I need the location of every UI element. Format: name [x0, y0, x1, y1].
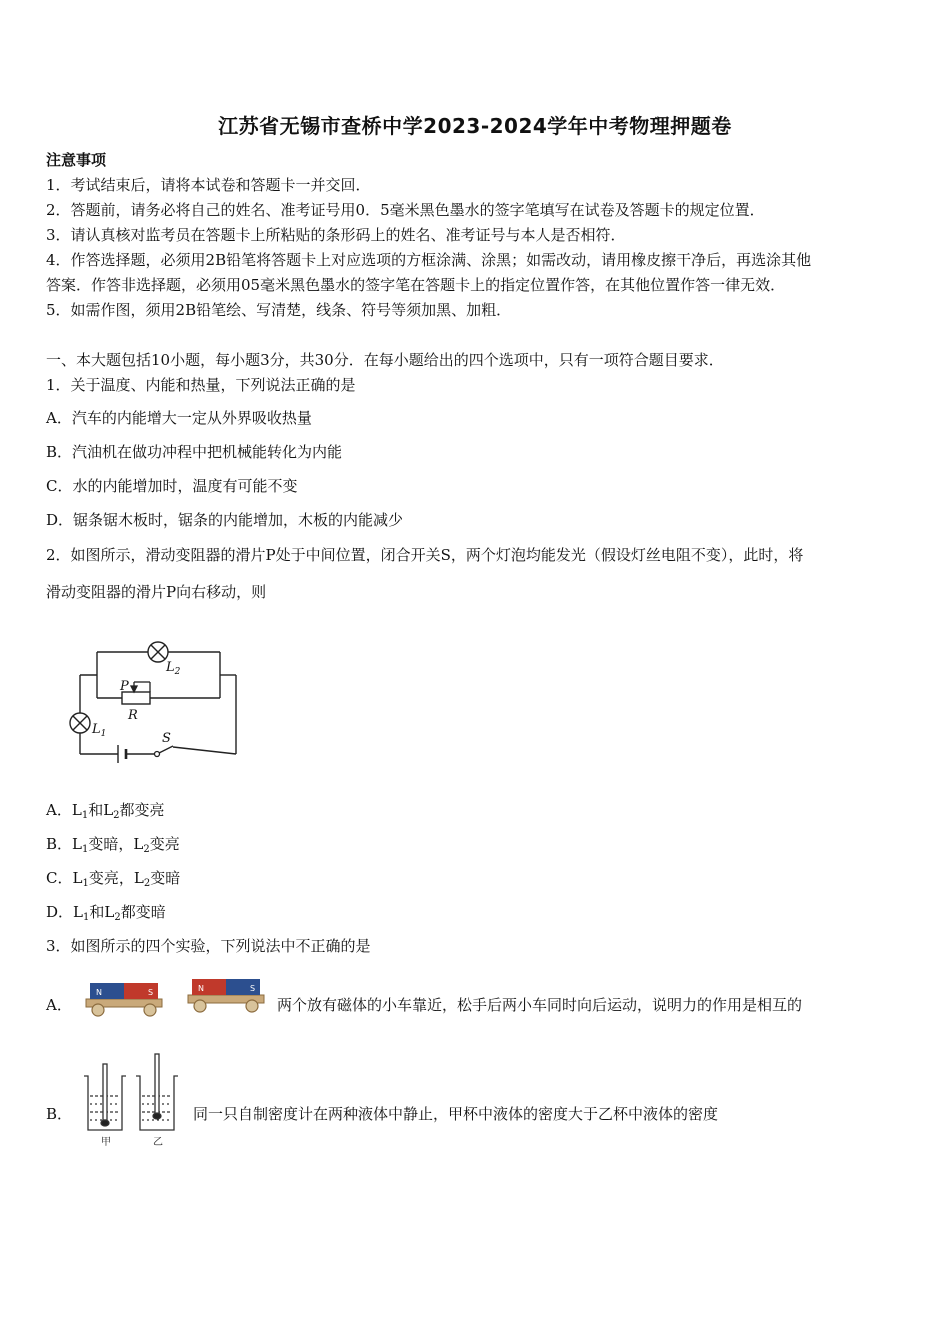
q1-option-a: A．汽车的内能增大一定从外界吸收热量 — [46, 409, 312, 427]
svg-text:N: N — [96, 988, 102, 997]
q1-option-c: C．水的内能增加时，温度有可能不变 — [46, 477, 298, 495]
beaker-left — [84, 1064, 126, 1130]
q1-option-d: D．锯条锯木板时，锯条的内能增加，木板的内能减少 — [46, 511, 404, 529]
q3-option-b-text: 同一只自制密度计在两种液体中静止，甲杯中液体的密度大于乙杯中液体的密度 — [193, 1105, 719, 1123]
magnet-carts-image — [82, 975, 272, 1021]
page-title: 江苏省无锡市查桥中学2023-2024学年中考物理押题卷 — [218, 114, 732, 138]
q2-stem-line1: 2．如图所示，滑动变阻器的滑片P处于中间位置，闭合开关S，两个灯泡均能发光（假设灯丝电阻不变），此时，将 — [46, 546, 804, 564]
label-l2: $L_2$ — [166, 660, 181, 677]
notice-heading: 注意事项 — [46, 151, 107, 169]
q3-option-a-text: 两个放有磁体的小车靠近，松手后两小车同时向后运动，说明力的作用是相互的 — [277, 996, 803, 1014]
svg-text:S: S — [148, 988, 154, 997]
lamp-l1 — [70, 713, 90, 733]
label-p: P — [120, 679, 129, 694]
svg-text:S: S — [250, 984, 256, 993]
battery — [118, 745, 126, 763]
wire-bottom-right — [173, 747, 236, 754]
notice-item-4: 4．作答选择题，必须用2B铅笔将答题卡上对应选项的方框涂满、涂黑；如需改动，请用橡皮擦干净后，再选涂其他 — [46, 251, 812, 269]
q2-option-c: C．$L_1$变亮，$L_2$变暗 — [46, 869, 181, 889]
cart-left — [86, 983, 162, 1016]
notice-item-5: 5．如需作图，须用2B铅笔绘、写清楚，线条、符号等须加黑、加粗． — [46, 301, 512, 319]
beaker-label-left: 甲 — [101, 1137, 111, 1148]
label-l1: $L_1$ — [92, 722, 107, 739]
notice-item-4-cont: 答案．作答非选择题，必须用05毫米黑色墨水的签字笔在答题卡上的指定位置作答，在其他位置作答一律无效． — [46, 276, 786, 294]
notice-item-3: 3．请认真核对监考员在答题卡上所粘贴的条形码上的姓名、准考证号与本人是否相符． — [46, 226, 626, 244]
label-r: R — [128, 708, 138, 723]
svg-text:N: N — [198, 984, 204, 993]
lamp-l2 — [148, 642, 168, 662]
cart-right — [188, 979, 264, 1012]
density-meter-beakers-image — [80, 1052, 185, 1152]
q2-stem-line2: 滑动变阻器的滑片P向右移动，则 — [46, 583, 267, 601]
q2-option-b: B．$L_1$变暗，$L_2$变亮 — [46, 835, 180, 855]
q1-option-b: B．汽油机在做功冲程中把机械能转化为内能 — [46, 443, 343, 461]
slider-p — [131, 682, 150, 692]
beaker-label-right: 乙 — [153, 1137, 163, 1148]
section1-intro: 一、本大题包括10小题，每小题3分，共30分．在每小题给出的四个选项中，只有一项符合题目要求． — [46, 351, 724, 369]
notice-item-2: 2．答题前，请务必将自己的姓名、准考证号用0．5毫米黑色墨水的签字笔填写在试卷及答题卡的规定位置． — [46, 201, 765, 219]
beaker-right — [136, 1054, 178, 1130]
label-s: S — [162, 731, 171, 746]
q1-stem: 1．关于温度、内能和热量，下列说法正确的是 — [46, 376, 356, 394]
notice-item-1: 1．考试结束后，请将本试卷和答题卡一并交回． — [46, 176, 371, 194]
q3-option-b-label: B． — [46, 1105, 73, 1123]
q2-option-d: D．$L_1$和$L_2$都变暗 — [46, 903, 166, 923]
q2-option-a: A．$L_1$和$L_2$都变亮 — [46, 801, 165, 821]
circuit-diagram — [60, 630, 250, 770]
q3-stem: 3．如图所示的四个实验，下列说法中不正确的是 — [46, 937, 371, 955]
switch-s — [155, 746, 174, 757]
q3-option-a-label: A． — [46, 996, 72, 1014]
